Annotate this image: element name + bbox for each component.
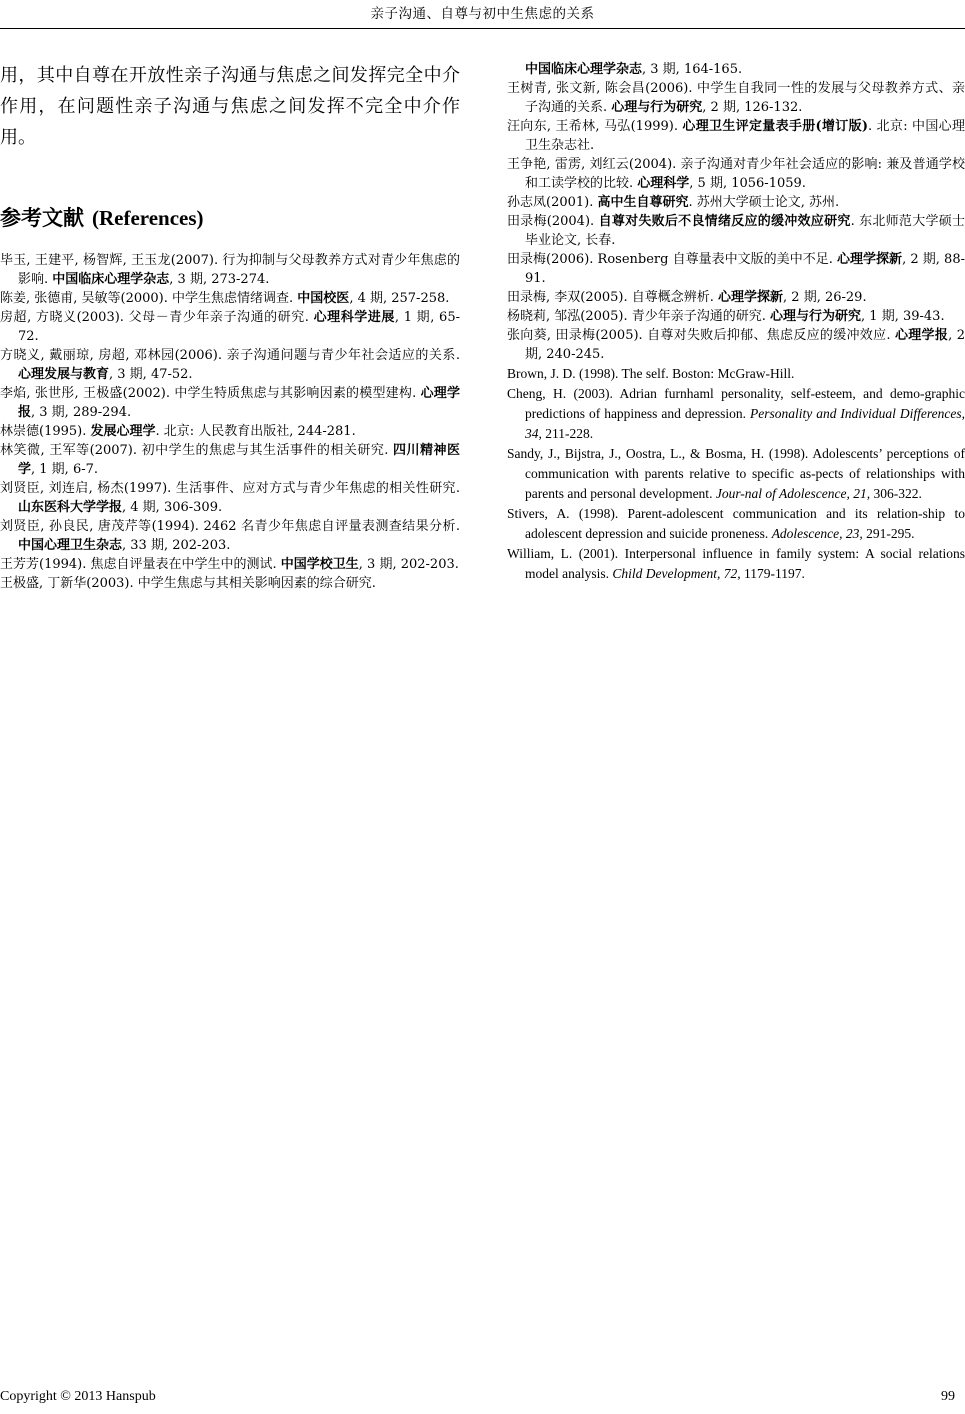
- reference-details: 306-322.: [870, 486, 922, 501]
- reference-item: [0, 422, 460, 441]
- reference-journal: 心理科学: [637, 176, 690, 191]
- reference-details: , 3 期, 289-294.: [31, 405, 132, 420]
- reference-details: 291-295.: [862, 526, 915, 541]
- reference-details: . 北京: 人民教育出版社, 244-281.: [155, 424, 356, 439]
- reference-details: , 3 期, 202-203.: [358, 557, 459, 572]
- reference-journal: 中国临床心理学杂志: [525, 62, 643, 77]
- reference-text: 田录梅(2006). Rosenberg 自尊量表中文版的美中不足.: [507, 252, 838, 267]
- reference-journal: 心理学探新: [837, 252, 903, 267]
- reference-text: 李焰, 张世彤, 王极盛(2002). 中学生特质焦虑与其影响因素的模型建构.: [0, 386, 421, 401]
- reference-text: Brown, J. D. (1998). The self. Boston: McGraw-Hill.: [507, 366, 795, 381]
- reference-text: Cheng, H. (2003). Adrian furnhaml personality, self-esteem, and demo-graphic predictions of happiness and depression.: [507, 386, 965, 421]
- right-column: [507, 60, 965, 584]
- reference-details: , 1 期, 39-43.: [861, 309, 945, 324]
- reference-journal: 四川精神医学: [18, 443, 460, 477]
- reference-journal: Adolescence, 23,: [771, 526, 863, 541]
- reference-item: [507, 326, 965, 364]
- reference-details: , 1 期, 6-7.: [31, 462, 99, 477]
- reference-text: 毕玉, 王建平, 杨智辉, 王玉龙(2007). 行为抑制与父母教养方式对青少年焦虑的影响.: [0, 253, 460, 287]
- reference-item: [507, 544, 965, 584]
- reference-journal: 心理与行为研究: [770, 309, 862, 324]
- references-heading: [0, 205, 460, 231]
- reference-text: William, L. (2001). Interpersonal influence in family system: A social relations model analysis.: [507, 546, 965, 581]
- reference-details: , 3 期, 273-274.: [169, 272, 270, 287]
- header-rule: [0, 28, 965, 29]
- reference-item: [507, 193, 965, 212]
- reference-text: 王芳芳(1994). 焦虑自评量表在中学生中的测试.: [0, 557, 281, 572]
- reference-list-left: [0, 251, 460, 593]
- reference-details: , 3 期, 47-52.: [109, 367, 193, 382]
- reference-journal: 自尊对失败后不良情绪反应的缓冲效应研究: [598, 214, 851, 229]
- reference-item: [0, 308, 460, 346]
- reference-text: 王树青, 张文新, 陈会昌(2006). 中学生自我同一性的发展与父母教养方式、亲子沟通的关系.: [507, 81, 965, 115]
- reference-item: [0, 479, 460, 517]
- reference-item: [507, 384, 965, 444]
- reference-text: 刘贤臣, 孙良民, 唐茂芹等(1994). 2462 名青少年焦虑自评量表测查结果分析.: [0, 519, 460, 534]
- reference-journal: Jour-nal of Adolescence, 21,: [715, 486, 871, 501]
- reference-journal: 心理科学进展: [313, 310, 395, 325]
- reference-text: 王争艳, 雷雳, 刘红云(2004). 亲子沟通对青少年社会适应的影响: 兼及普通学校和工读学校的比较.: [507, 157, 965, 191]
- references-heading-zh: 参考文献: [0, 206, 84, 230]
- reference-text: 方晓义, 戴丽琼, 房超, 邓林园(2006). 亲子沟通问题与青少年社会适应的关系.: [0, 348, 460, 363]
- reference-item: [507, 504, 965, 544]
- reference-item: [507, 117, 965, 155]
- reference-item: [507, 79, 965, 117]
- reference-item: [507, 250, 965, 288]
- reference-details: 1179-1197.: [740, 566, 805, 581]
- reference-item: [0, 384, 460, 422]
- reference-journal: 心理发展与教育: [18, 367, 110, 382]
- reference-journal: 心理卫生评定量表手册(增订版): [682, 119, 869, 134]
- reference-journal: 心理与行为研究: [611, 100, 703, 115]
- reference-text: 刘贤臣, 刘连启, 杨杰(1997). 生活事件、应对方式与青少年焦虑的相关性研究.: [0, 481, 460, 496]
- reference-details: , 2 期, 126-132.: [702, 100, 803, 115]
- reference-journal: 高中生自尊研究: [597, 195, 689, 210]
- reference-text: 林笑微, 王军等(2007). 初中学生的焦虑与其生活事件的相关研究.: [0, 443, 394, 458]
- reference-details: , 1 期, 65-72.: [18, 310, 460, 344]
- reference-text: Stivers, A. (1998). Parent-adolescent communication and its relation-ship to adolescent depression and suicide proneness.: [507, 506, 965, 541]
- reference-details: , 2 期, 240-245.: [525, 328, 965, 362]
- reference-text: 孙志凤(2001).: [507, 195, 598, 210]
- references-heading-en: (References): [92, 206, 204, 230]
- reference-item: [507, 288, 965, 307]
- reference-journal: 心理学报: [894, 328, 949, 343]
- reference-text: 房超, 方晓义(2003). 父母－青少年亲子沟通的研究.: [0, 310, 314, 325]
- reference-journal: Child Development, 72,: [612, 566, 741, 581]
- reference-details: , 5 期, 1056-1059.: [689, 176, 806, 191]
- reference-item: [507, 364, 965, 384]
- reference-journal: 心理学探新: [718, 290, 784, 305]
- reference-item: [0, 289, 460, 308]
- reference-journal: 中国心理卫生杂志: [18, 538, 123, 553]
- reference-text: Sandy, J., Bijstra, J., Oostra, L., & Bosma, H. (1998). Adolescents’ perceptions of communication with parents relative to specific as-pects of relationships with parents and personal development.: [507, 446, 965, 501]
- reference-details: 211-228.: [541, 426, 594, 441]
- footer-page-number: 99: [941, 1389, 955, 1404]
- reference-item: [0, 251, 460, 289]
- left-column: [0, 60, 460, 593]
- reference-journal: 中国临床心理学杂志: [52, 272, 170, 287]
- reference-list-right: [507, 60, 965, 364]
- reference-journal: 中国校医: [297, 291, 350, 306]
- reference-item: [0, 555, 460, 574]
- reference-text: 汪向东, 王希林, 马弘(1999).: [507, 119, 683, 134]
- running-header: 亲子沟通、自尊与初中生焦虑的关系: [370, 6, 595, 22]
- reference-text: 杨晓莉, 邹泓(2005). 青少年亲子沟通的研究.: [507, 309, 771, 324]
- reference-journal: 中国学校卫生: [280, 557, 359, 572]
- reference-details: . 东北师范大学硕士毕业论文, 长春.: [525, 214, 965, 248]
- reference-item: [0, 346, 460, 384]
- intro-paragraph: 用，其中自尊在开放性亲子沟通与焦虑之间发挥完全中介作用，在问题性亲子沟通与焦虑之间发挥不完全中介作用。: [0, 65, 460, 148]
- reference-text: 林崇德(1995).: [0, 424, 91, 439]
- reference-details: , 33 期, 202-203.: [122, 538, 231, 553]
- reference-details: , 3 期, 164-165.: [642, 62, 743, 77]
- reference-item: [507, 307, 965, 326]
- reference-text: 王极盛, 丁新华(2003). 中学生焦虑与其相关影响因素的综合研究.: [0, 576, 376, 591]
- footer-copyright: Copyright © 2013 Hanspub: [0, 1389, 156, 1404]
- reference-journal: Personality and Individual Differences, 34,: [525, 406, 965, 441]
- reference-text: 陈姜, 张德甫, 吴敏等(2000). 中学生焦虑情绪调查.: [0, 291, 298, 306]
- reference-details: , 4 期, 257-258.: [349, 291, 450, 306]
- reference-details: , 2 期, 26-29.: [783, 290, 867, 305]
- reference-details: . 苏州大学硕士论文, 苏州.: [688, 195, 840, 210]
- reference-journal: 山东医科大学学报: [18, 500, 123, 515]
- reference-text: 田录梅, 李双(2005). 自尊概念辨析.: [507, 290, 719, 305]
- reference-journal: 发展心理学: [90, 424, 156, 439]
- reference-journal: 心理学报: [18, 386, 460, 420]
- reference-item: [507, 444, 965, 504]
- reference-item: [507, 212, 965, 250]
- reference-text: 田录梅(2004).: [507, 214, 599, 229]
- reference-item: [507, 155, 965, 193]
- reference-text: 张向葵, 田录梅(2005). 自尊对失败后抑郁、焦虑反应的缓冲效应.: [507, 328, 895, 343]
- reference-item: [0, 517, 460, 555]
- reference-details: , 4 期, 306-309.: [122, 500, 223, 515]
- reference-item: [0, 441, 460, 479]
- reference-details: . 北京: 中国心理卫生杂志社.: [525, 119, 965, 153]
- reference-item: [507, 60, 965, 79]
- reference-item: [0, 574, 460, 593]
- reference-details: , 2 期, 88-91.: [525, 252, 965, 286]
- reference-list-english: [507, 364, 965, 584]
